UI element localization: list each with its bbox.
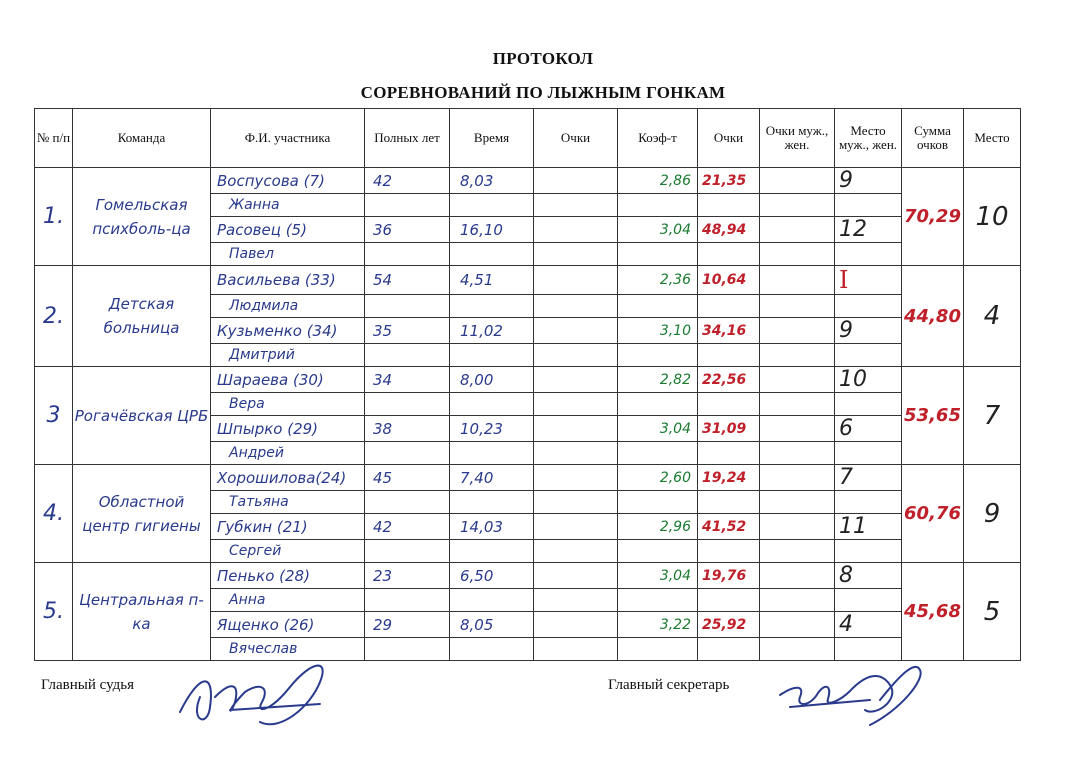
team-number: 2.	[35, 266, 73, 367]
secretary-label: Главный секретарь	[608, 677, 730, 693]
empty-cell	[698, 491, 760, 514]
judge-signature	[170, 652, 360, 742]
points-mf-cell	[760, 367, 835, 393]
participant-age: 23	[365, 563, 450, 589]
empty-cell	[835, 393, 902, 416]
participant-surname: Воспусова (7)	[211, 168, 365, 194]
participant-first-name: Анна	[211, 589, 365, 612]
secretary-signature	[770, 655, 940, 735]
header-place: Место	[964, 109, 1021, 168]
participant-time: 8,05	[450, 612, 534, 638]
participant-surname: Шпырко (29)	[211, 416, 365, 442]
empty-cell	[365, 243, 450, 266]
participant-age: 38	[365, 416, 450, 442]
participant-first-name: Павел	[211, 243, 365, 266]
participant-age: 35	[365, 318, 450, 344]
empty-cell	[618, 638, 698, 661]
empty-cell	[698, 638, 760, 661]
empty-cell	[760, 243, 835, 266]
participant-coef: 3,04	[618, 563, 698, 589]
participant-coef: 3,22	[618, 612, 698, 638]
participant-coef: 2,96	[618, 514, 698, 540]
participant-points: 22,56	[698, 367, 760, 393]
document-subtitle: СОРЕВНОВАНИЙ ПО ЛЫЖНЫМ ГОНКАМ	[360, 83, 726, 102]
empty-cell	[760, 589, 835, 612]
team-sum: 45,68	[902, 563, 964, 661]
empty-cell	[835, 540, 902, 563]
header-num: № п/п	[35, 109, 73, 168]
participant-coef: 2,86	[618, 168, 698, 194]
participant-mf-place: 7	[835, 465, 902, 491]
participant-age: 42	[365, 514, 450, 540]
team-place: 5	[964, 563, 1021, 661]
participant-mf-place: 6	[835, 416, 902, 442]
empty-cell	[760, 344, 835, 367]
header-participant: Ф.И. участника	[211, 109, 365, 168]
participant-mf-place: 9	[835, 168, 902, 194]
empty-cell	[618, 589, 698, 612]
empty-cell	[698, 540, 760, 563]
empty-cell	[365, 393, 450, 416]
points-mf-cell	[760, 318, 835, 344]
empty-cell	[534, 243, 618, 266]
empty-cell	[534, 638, 618, 661]
document-title: ПРОТОКОЛ	[492, 49, 594, 68]
participant-time: 4,51	[450, 266, 534, 295]
empty-cell	[618, 442, 698, 465]
participant-first-name: Андрей	[211, 442, 365, 465]
empty-cell	[450, 638, 534, 661]
empty-cell	[835, 295, 902, 318]
empty-cell	[450, 243, 534, 266]
team-sum: 44,80	[902, 266, 964, 367]
judge-label: Главный судья	[41, 677, 135, 693]
empty-cell	[450, 344, 534, 367]
empty-cell	[365, 491, 450, 514]
team-number: 1.	[35, 168, 73, 266]
empty-cell	[698, 243, 760, 266]
points-mf-cell	[760, 266, 835, 295]
team-name: Центральная п-ка	[73, 563, 211, 661]
participant-coef: 3,04	[618, 416, 698, 442]
points-cell	[534, 465, 618, 491]
empty-cell	[365, 442, 450, 465]
points-cell	[534, 612, 618, 638]
participant-surname: Хорошилова(24)	[211, 465, 365, 491]
team-number: 4.	[35, 465, 73, 563]
participant-coef: 2,60	[618, 465, 698, 491]
participant-mf-place: 4	[835, 612, 902, 638]
participant-first-name: Людмила	[211, 295, 365, 318]
participant-surname: Кузьменко (34)	[211, 318, 365, 344]
empty-cell	[618, 491, 698, 514]
team-place: 10	[964, 168, 1021, 266]
empty-cell	[365, 344, 450, 367]
participant-time: 7,40	[450, 465, 534, 491]
points-cell	[534, 266, 618, 295]
empty-cell	[835, 442, 902, 465]
empty-cell	[534, 491, 618, 514]
empty-cell	[835, 194, 902, 217]
empty-cell	[760, 295, 835, 318]
participant-age: 36	[365, 217, 450, 243]
points-mf-cell	[760, 465, 835, 491]
participant-first-name: Дмитрий	[211, 344, 365, 367]
empty-cell	[698, 442, 760, 465]
team-name: Детская больница	[73, 266, 211, 367]
team-place: 7	[964, 367, 1021, 465]
participant-coef: 2,82	[618, 367, 698, 393]
header-points-adjusted: Очки	[698, 109, 760, 168]
participant-mf-place: I	[835, 266, 902, 295]
participant-first-name: Вера	[211, 393, 365, 416]
team-sum: 60,76	[902, 465, 964, 563]
participant-time: 8,03	[450, 168, 534, 194]
points-cell	[534, 514, 618, 540]
team-sum: 53,65	[902, 367, 964, 465]
empty-cell	[365, 194, 450, 217]
table-row	[35, 563, 1021, 589]
points-cell	[534, 318, 618, 344]
team-sum: 70,29	[902, 168, 964, 266]
empty-cell	[698, 194, 760, 217]
participant-points: 25,92	[698, 612, 760, 638]
points-cell	[534, 217, 618, 243]
participant-surname: Губкин (21)	[211, 514, 365, 540]
empty-cell	[450, 295, 534, 318]
empty-cell	[618, 295, 698, 318]
team-place: 9	[964, 465, 1021, 563]
points-mf-cell	[760, 514, 835, 540]
empty-cell	[534, 194, 618, 217]
empty-cell	[835, 491, 902, 514]
empty-cell	[760, 491, 835, 514]
empty-cell	[698, 589, 760, 612]
participant-mf-place: 10	[835, 367, 902, 393]
participant-surname: Васильева (33)	[211, 266, 365, 295]
empty-cell	[835, 243, 902, 266]
empty-cell	[760, 393, 835, 416]
empty-cell	[534, 442, 618, 465]
empty-cell	[760, 194, 835, 217]
participant-surname: Пенько (28)	[211, 563, 365, 589]
header-team: Команда	[73, 109, 211, 168]
results-body	[35, 168, 1021, 661]
empty-cell	[534, 589, 618, 612]
participant-time: 6,50	[450, 563, 534, 589]
header-points-mf: Очки муж., жен.	[760, 109, 835, 168]
empty-cell	[698, 344, 760, 367]
participant-time: 14,03	[450, 514, 534, 540]
participant-time: 16,10	[450, 217, 534, 243]
participant-age: 54	[365, 266, 450, 295]
participant-age: 45	[365, 465, 450, 491]
points-mf-cell	[760, 416, 835, 442]
empty-cell	[835, 344, 902, 367]
points-cell	[534, 367, 618, 393]
participant-points: 19,24	[698, 465, 760, 491]
team-place: 4	[964, 266, 1021, 367]
empty-cell	[534, 344, 618, 367]
team-name: Рогачёвская ЦРБ	[73, 367, 211, 465]
table-row	[35, 367, 1021, 393]
empty-cell	[698, 295, 760, 318]
empty-cell	[450, 442, 534, 465]
header-coef: Коэф-т	[618, 109, 698, 168]
participant-points: 10,64	[698, 266, 760, 295]
empty-cell	[534, 393, 618, 416]
participant-coef: 3,04	[618, 217, 698, 243]
participant-age: 34	[365, 367, 450, 393]
participant-surname: Ященко (26)	[211, 612, 365, 638]
empty-cell	[760, 540, 835, 563]
participant-first-name: Вячеслав	[211, 638, 365, 661]
points-mf-cell	[760, 168, 835, 194]
participant-points: 41,52	[698, 514, 760, 540]
participant-points: 34,16	[698, 318, 760, 344]
participant-mf-place: 8	[835, 563, 902, 589]
participant-age: 29	[365, 612, 450, 638]
header-sum: Сумма очков	[902, 109, 964, 168]
participant-points: 21,35	[698, 168, 760, 194]
team-number: 3	[35, 367, 73, 465]
participant-first-name: Сергей	[211, 540, 365, 563]
empty-cell	[534, 540, 618, 563]
participant-time: 10,23	[450, 416, 534, 442]
points-cell	[534, 563, 618, 589]
participant-mf-place: 9	[835, 318, 902, 344]
team-name: Гомельская психболь-ца	[73, 168, 211, 266]
empty-cell	[618, 344, 698, 367]
team-number: 5.	[35, 563, 73, 661]
participant-mf-place: 12	[835, 217, 902, 243]
table-row	[35, 168, 1021, 194]
points-mf-cell	[760, 612, 835, 638]
empty-cell	[450, 589, 534, 612]
empty-cell	[618, 393, 698, 416]
points-mf-cell	[760, 217, 835, 243]
empty-cell	[760, 442, 835, 465]
empty-cell	[450, 540, 534, 563]
points-mf-cell	[760, 563, 835, 589]
participant-coef: 2,36	[618, 266, 698, 295]
participant-coef: 3,10	[618, 318, 698, 344]
empty-cell	[450, 194, 534, 217]
header-time: Время	[450, 109, 534, 168]
empty-cell	[698, 393, 760, 416]
table-header-row	[35, 109, 1021, 168]
results-table	[34, 108, 1021, 661]
participant-mf-place: 11	[835, 514, 902, 540]
empty-cell	[450, 491, 534, 514]
empty-cell	[450, 393, 534, 416]
empty-cell	[365, 295, 450, 318]
empty-cell	[618, 540, 698, 563]
table-row	[35, 465, 1021, 491]
empty-cell	[835, 589, 902, 612]
points-cell	[534, 416, 618, 442]
table-row	[35, 266, 1021, 295]
header-place-mf: Место муж., жен.	[835, 109, 902, 168]
participant-age: 42	[365, 168, 450, 194]
empty-cell	[365, 540, 450, 563]
header-points: Очки	[534, 109, 618, 168]
empty-cell	[365, 589, 450, 612]
empty-cell	[534, 295, 618, 318]
participant-points: 31,09	[698, 416, 760, 442]
empty-cell	[618, 243, 698, 266]
participant-first-name: Жанна	[211, 194, 365, 217]
header-age: Полных лет	[365, 109, 450, 168]
participant-time: 8,00	[450, 367, 534, 393]
empty-cell	[618, 194, 698, 217]
participant-first-name: Татьяна	[211, 491, 365, 514]
points-cell	[534, 168, 618, 194]
participant-points: 48,94	[698, 217, 760, 243]
participant-points: 19,76	[698, 563, 760, 589]
empty-cell	[365, 638, 450, 661]
team-name: Областной центр гигиены	[73, 465, 211, 563]
participant-surname: Расовец (5)	[211, 217, 365, 243]
participant-surname: Шараева (30)	[211, 367, 365, 393]
participant-time: 11,02	[450, 318, 534, 344]
